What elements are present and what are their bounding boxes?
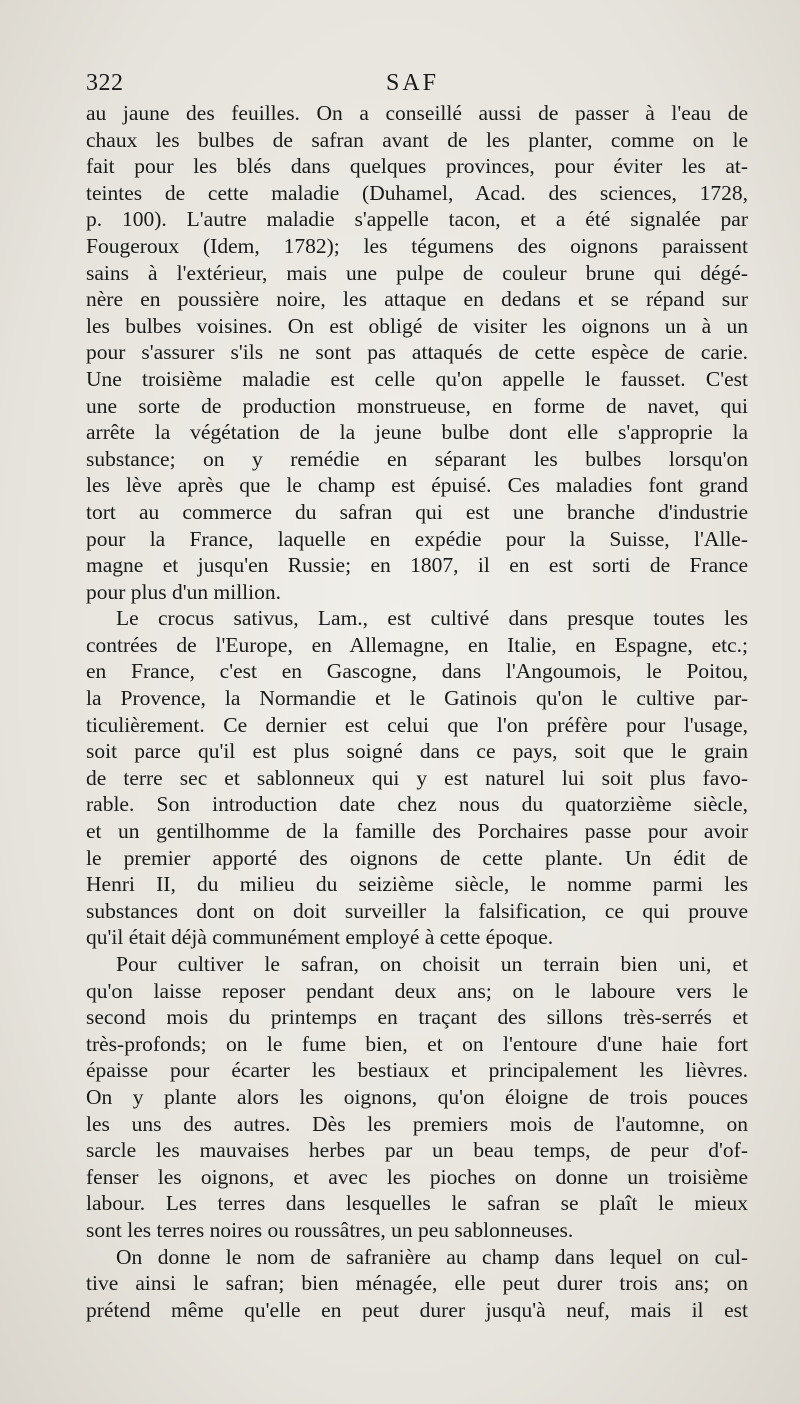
page-number: 322 (86, 70, 124, 96)
body-text (86, 100, 748, 1323)
text-line: les lève après que le champ est épuisé. Ces maladies font grand (86, 473, 748, 498)
text-line: tort au commerce du safran qui est une branche d'industrie (86, 499, 748, 524)
text-line: très-profonds; on le fume bien, et on l'entoure d'une haie fort (86, 1031, 748, 1056)
text-line: chaux les bulbes de safran avant de les planter, comme on le (86, 127, 748, 152)
text-line: épaisse pour écarter les bestiaux et principalement les lièvres. (86, 1058, 748, 1083)
text-line: substance; on y remédie en séparant les bulbes lorsqu'on (86, 446, 748, 471)
text-line: sains à l'extérieur, mais une pulpe de couleur brune qui dégé- (86, 260, 748, 285)
text-line: de terre sec et sablonneux qui y est naturel lui soit plus favo- (86, 765, 748, 790)
text-line: qu'on laisse reposer pendant deux ans; on le laboure vers le (86, 978, 748, 1003)
text-line: les bulbes voisines. On est obligé de visiter les oignons un à un (86, 313, 748, 338)
text-line: Le crocus sativus, Lam., est cultivé dans presque toutes les (116, 606, 748, 631)
running-head (86, 70, 746, 102)
text-line: rable. Son introduction date chez nous du quatorzième siècle, (86, 792, 748, 817)
text-line: On y plante alors les oignons, qu'on éloigne de trois pouces (86, 1084, 748, 1109)
text-line: sarcle les mauvaises herbes par un beau temps, de peur d'of- (86, 1138, 748, 1163)
text-line: Henri II, du milieu du seizième siècle, le nomme parmi les (86, 872, 748, 897)
text-line: pour plus d'un million. (86, 579, 281, 604)
text-line: ticulièrement. Ce dernier est celui que l'on préfère pour l'usage, (86, 712, 748, 737)
text-line: fenser les oignons, et avec les pioches on donne un troisième (86, 1164, 748, 1189)
text-line: contrées de l'Europe, en Allemagne, en Italie, en Espagne, etc.; (86, 632, 748, 657)
text-line: p. 100). L'autre maladie s'appelle tacon, et a été signalée par (86, 207, 748, 232)
text-line: magne et jusqu'en Russie; en 1807, il en est sorti de France (86, 553, 748, 578)
text-line: une sorte de production monstrueuse, en forme de navet, qui (86, 393, 748, 418)
text-line: labour. Les terres dans lesquelles le safran se plaît le mieux (86, 1191, 748, 1216)
text-line: second mois du printemps en traçant des sillons très-serrés et (86, 1005, 748, 1030)
text-line: pour s'assurer s'ils ne sont pas attaqués de cette espèce de carie. (86, 340, 748, 365)
text-line: qu'il était déjà communément employé à cette époque. (86, 925, 554, 950)
text-line: Pour cultiver le safran, on choisit un terrain bien uni, et (116, 952, 748, 976)
text-line: la Provence, la Normandie et le Gatinois qu'on le cultive par- (86, 686, 748, 711)
text-line: en France, c'est en Gascogne, dans l'Angoumois, le Poitou, (86, 659, 748, 684)
text-line: Fougeroux (Idem, 1782); les tégumens des oignons paraissent (86, 233, 748, 258)
text-line: les uns des autres. Dès les premiers mois de l'automne, on (86, 1111, 748, 1136)
text-line: le premier apporté des oignons de cette plante. Un édit de (86, 845, 748, 870)
text-line: teintes de cette maladie (Duhamel, Acad. des sciences, 1728, (86, 180, 748, 205)
header-word: SAF (386, 70, 440, 96)
text-line: pour la France, laquelle en expédie pour la Suisse, l'Alle- (86, 526, 748, 551)
text-line: et un gentilhomme de la famille des Porchaires passe pour avoir (86, 819, 748, 844)
text-line: sont les terres noires ou roussâtres, un peu sablonneuses. (86, 1217, 574, 1242)
text-line: arrête la végétation de la jeune bulbe dont elle s'approprie la (86, 420, 748, 445)
text-line: Une troisième maladie est celle qu'on appelle le fausset. C'est (86, 366, 748, 391)
text-line: soit parce qu'il est plus soigné dans ce pays, soit que le grain (86, 739, 748, 764)
text-line: On donne le nom de safranière au champ dans lequel on cul- (116, 1244, 748, 1269)
text-line: tive ainsi le safran; bien ménagée, elle peut durer trois ans; on (86, 1271, 748, 1296)
text-line: fait pour les blés dans quelques provinces, pour éviter les at- (86, 154, 748, 179)
text-line: substances dont on doit surveiller la falsification, ce qui prouve (86, 898, 748, 923)
text-line: au jaune des feuilles. On a conseillé aussi de passer à l'eau de (86, 101, 748, 125)
text-line: prétend même qu'elle en peut durer jusqu'à neuf, mais il est (86, 1297, 748, 1322)
text-line: nère en poussière noire, les attaque en dedans et se répand sur (86, 287, 748, 312)
